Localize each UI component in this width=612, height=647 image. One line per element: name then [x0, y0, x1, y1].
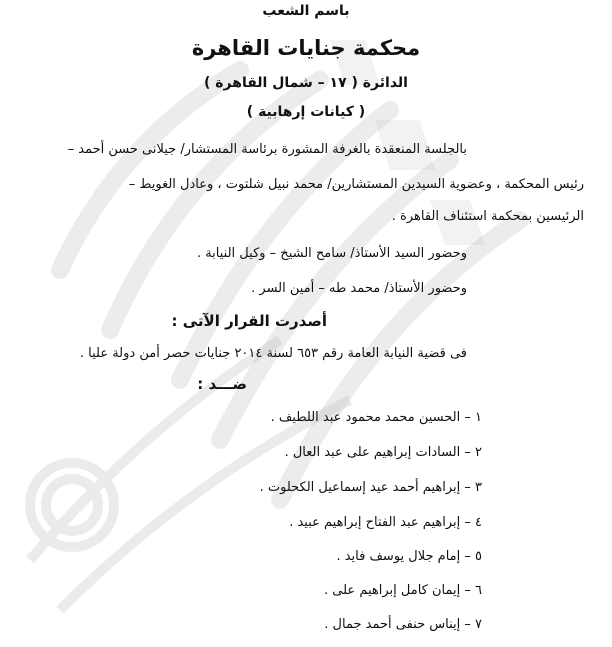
- defendant-item: ٧ – إيناس حنفى أحمد جمال .: [324, 617, 482, 632]
- defendant-item: ٢ – السادات إبراهيم على عبد العال .: [284, 445, 482, 460]
- attendance-line-1: وحضور السيد الأستاذ/ سامح الشيخ – وكيل النيابة .: [196, 246, 467, 261]
- session-line-1: بالجلسة المنعقدة بالغرفة المشورة برئاسة المستشار/ جيلانى حسن أحمد –: [67, 142, 467, 157]
- attendance-line-2: وحضور الأستاذ/ محمد طه – أمين السر .: [251, 281, 467, 296]
- defendant-item: ٦ – إيمان كامل إبراهيم على .: [324, 583, 482, 598]
- defendant-item: ١ – الحسين محمد محمود عبد اللطيف .: [270, 410, 482, 425]
- category-heading: ( كيانات إرهابية ): [246, 104, 366, 120]
- name-of-people-heading: باسم الشعب: [262, 3, 350, 19]
- decision-title: أصدرت القرار الآتى :: [171, 312, 327, 330]
- session-line-2: رئيس المحكمة ، وعضوية السيدين المستشارين/ محمد نبيل شلتوت ، وعادل الغويط –: [128, 177, 584, 192]
- defendant-item: ٣ – إبراهيم أحمد عيد إسماعيل الكحلوت .: [259, 480, 482, 495]
- circuit-heading: الدائرة ( ١٧ – شمال القاهرة ): [204, 75, 408, 91]
- defendant-item: ٥ – إمام جلال يوسف فايد .: [336, 549, 482, 564]
- against-heading: ضـــد :: [197, 375, 247, 393]
- court-title: محكمة جنايات القاهرة: [191, 36, 421, 60]
- case-line: فى قضية النيابة العامة رقم ٦٥٣ لسنة ٢٠١٤ جنايات حصر أمن دولة عليا .: [79, 346, 467, 361]
- session-line-3: الرئيسين بمحكمة استئناف القاهرة .: [391, 209, 584, 224]
- defendant-item: ٤ – إبراهيم عبد الفتاح إبراهيم عبيد .: [289, 515, 482, 530]
